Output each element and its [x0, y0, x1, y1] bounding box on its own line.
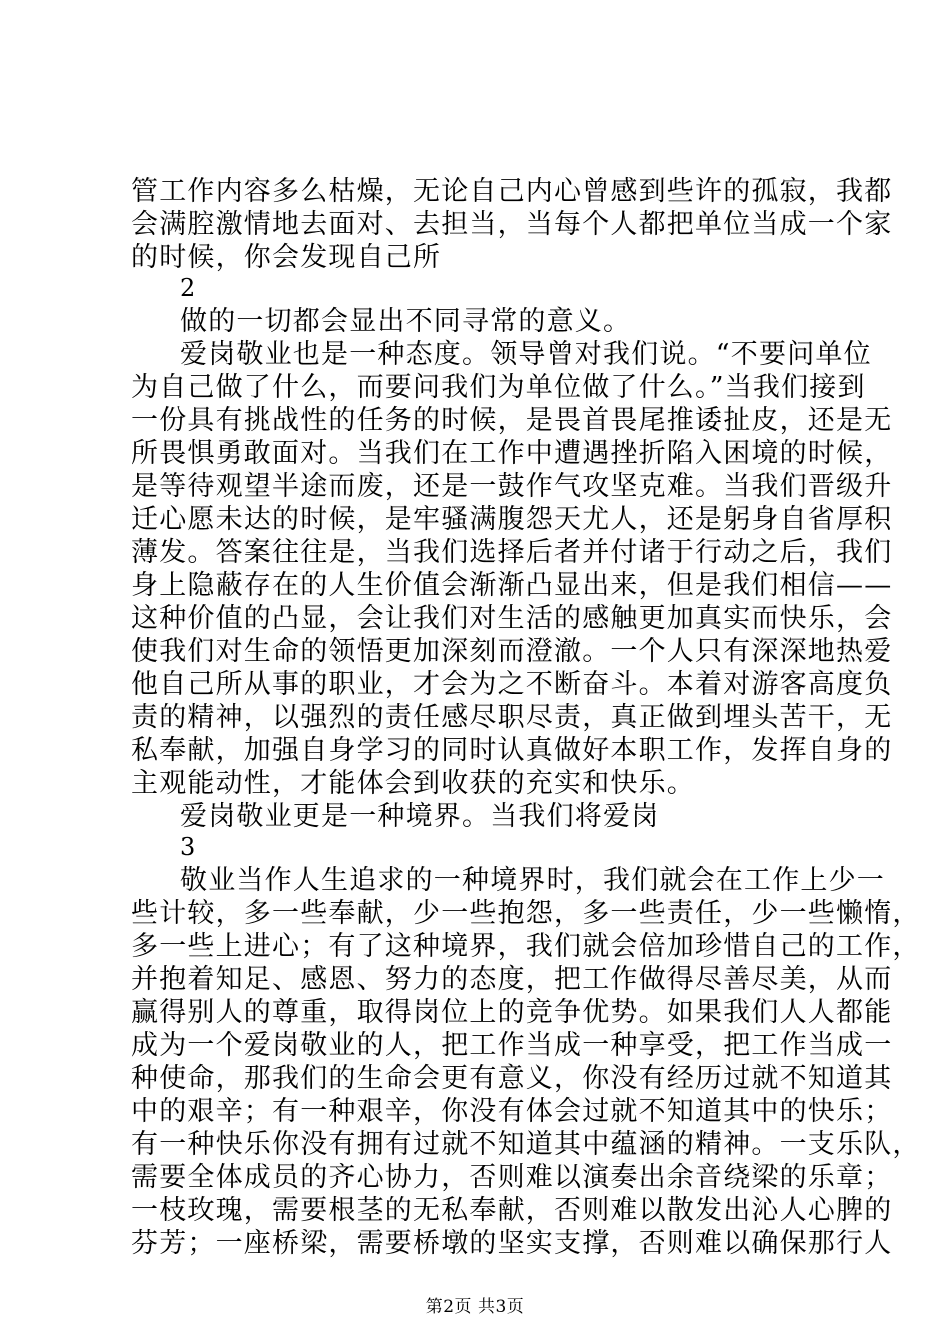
body-text-line: 中的艰辛；有一种艰辛，你没有体会过就不知道其中的快乐；	[131, 1096, 893, 1127]
body-text-line: 的时候，你会发现自己所	[131, 242, 442, 273]
body-text-line: 芬芳；一座桥梁，需要桥墩的坚实支撑，否则难以确保那行人	[131, 1228, 893, 1259]
body-text-line: 一枝玫瑰，需要根茎的无私奉献，否则难以散发出沁人心脾的	[131, 1195, 893, 1226]
page-number-marker: 3	[180, 833, 197, 861]
body-text-line: 会满腔激情地去面对、去担当，当每个人都把单位当成一个家	[131, 209, 893, 240]
body-text-line: 主观能动性，才能体会到收获的充实和快乐。	[131, 768, 695, 799]
paragraph-first-line: 爱岗敬业也是一种态度。领导曾对我们说。“不要问单位	[180, 339, 872, 370]
body-text-line: 身上隐蔽存在的人生价值会渐渐凸显出来，但是我们相信——	[131, 570, 893, 601]
body-text-line: 责的精神，以强烈的责任感尽职尽责，真正做到埋头苦干，无	[131, 702, 893, 733]
body-text-line: 多一些上进心；有了这种境界，我们就会倍加珍惜自己的工作，	[131, 931, 921, 962]
body-text-line: 一份具有挑战性的任务的时候，是畏首畏尾推诿扯皮，还是无	[131, 405, 893, 436]
body-text-line: 成为一个爱岗敬业的人，把工作当成一种享受，把工作当成一	[131, 1030, 893, 1061]
body-text-line: 赢得别人的尊重，取得岗位上的竞争优势。如果我们人人都能	[131, 997, 893, 1028]
body-text-line: 需要全体成员的齐心协力，否则难以演奏出余音绕梁的乐章；	[131, 1162, 893, 1193]
body-text-line: 是等待观望半途而废，还是一鼓作气攻坚克难。当我们晋级升	[131, 471, 893, 502]
body-text-line: 有一种快乐你没有拥有过就不知道其中蕴涵的精神。一支乐队，	[131, 1129, 921, 1160]
body-text-line: 薄发。答案往往是，当我们选择后者并付诸于行动之后，我们	[131, 537, 893, 568]
body-text-line: 他自己所从事的职业，才会为之不断奋斗。本着对游客高度负	[131, 669, 893, 700]
body-text-line: 所畏惧勇敢面对。当我们在工作中遭遇挫折陷入困境的时候，	[131, 438, 893, 469]
body-text-line: 并抱着知足、感恩、努力的态度，把工作做得尽善尽美，从而	[131, 964, 893, 995]
body-text-line: 敬业当作人生追求的一种境界时，我们就会在工作上少一	[180, 865, 885, 896]
body-text-line: 使我们对生命的领悟更加深刻而澄澈。一个人只有深深地热爱	[131, 636, 893, 667]
body-text-line: 管工作内容多么枯燥，无论自己内心曾感到些许的孤寂，我都	[131, 176, 893, 207]
body-text-line: 迁心愿未达的时候，是牢骚满腹怨天尤人，还是躬身自省厚积	[131, 504, 893, 535]
body-text-line: 私奉献，加强自身学习的同时认真做好本职工作，发挥自身的	[131, 735, 893, 766]
body-text-line: 做的一切都会显出不同寻常的意义。	[180, 306, 632, 337]
body-text-line: 些计较，多一些奉献，少一些抱怨，多一些责任，少一些懒惰，	[131, 898, 921, 929]
body-text-line: 为自己做了什么，而要问我们为单位做了什么。”当我们接到	[131, 372, 866, 403]
paragraph-first-line: 爱岗敬业更是一种境界。当我们将爱岗	[180, 801, 660, 832]
body-text-line: 这种价值的凸显，会让我们对生活的感触更加真实而快乐，会	[131, 603, 893, 634]
body-text-line: 种使命，那我们的生命会更有意义，你没有经历过就不知道其	[131, 1063, 893, 1094]
page-number-marker: 2	[180, 274, 197, 302]
page-footer: 第2页 共3页	[425, 1297, 525, 1317]
